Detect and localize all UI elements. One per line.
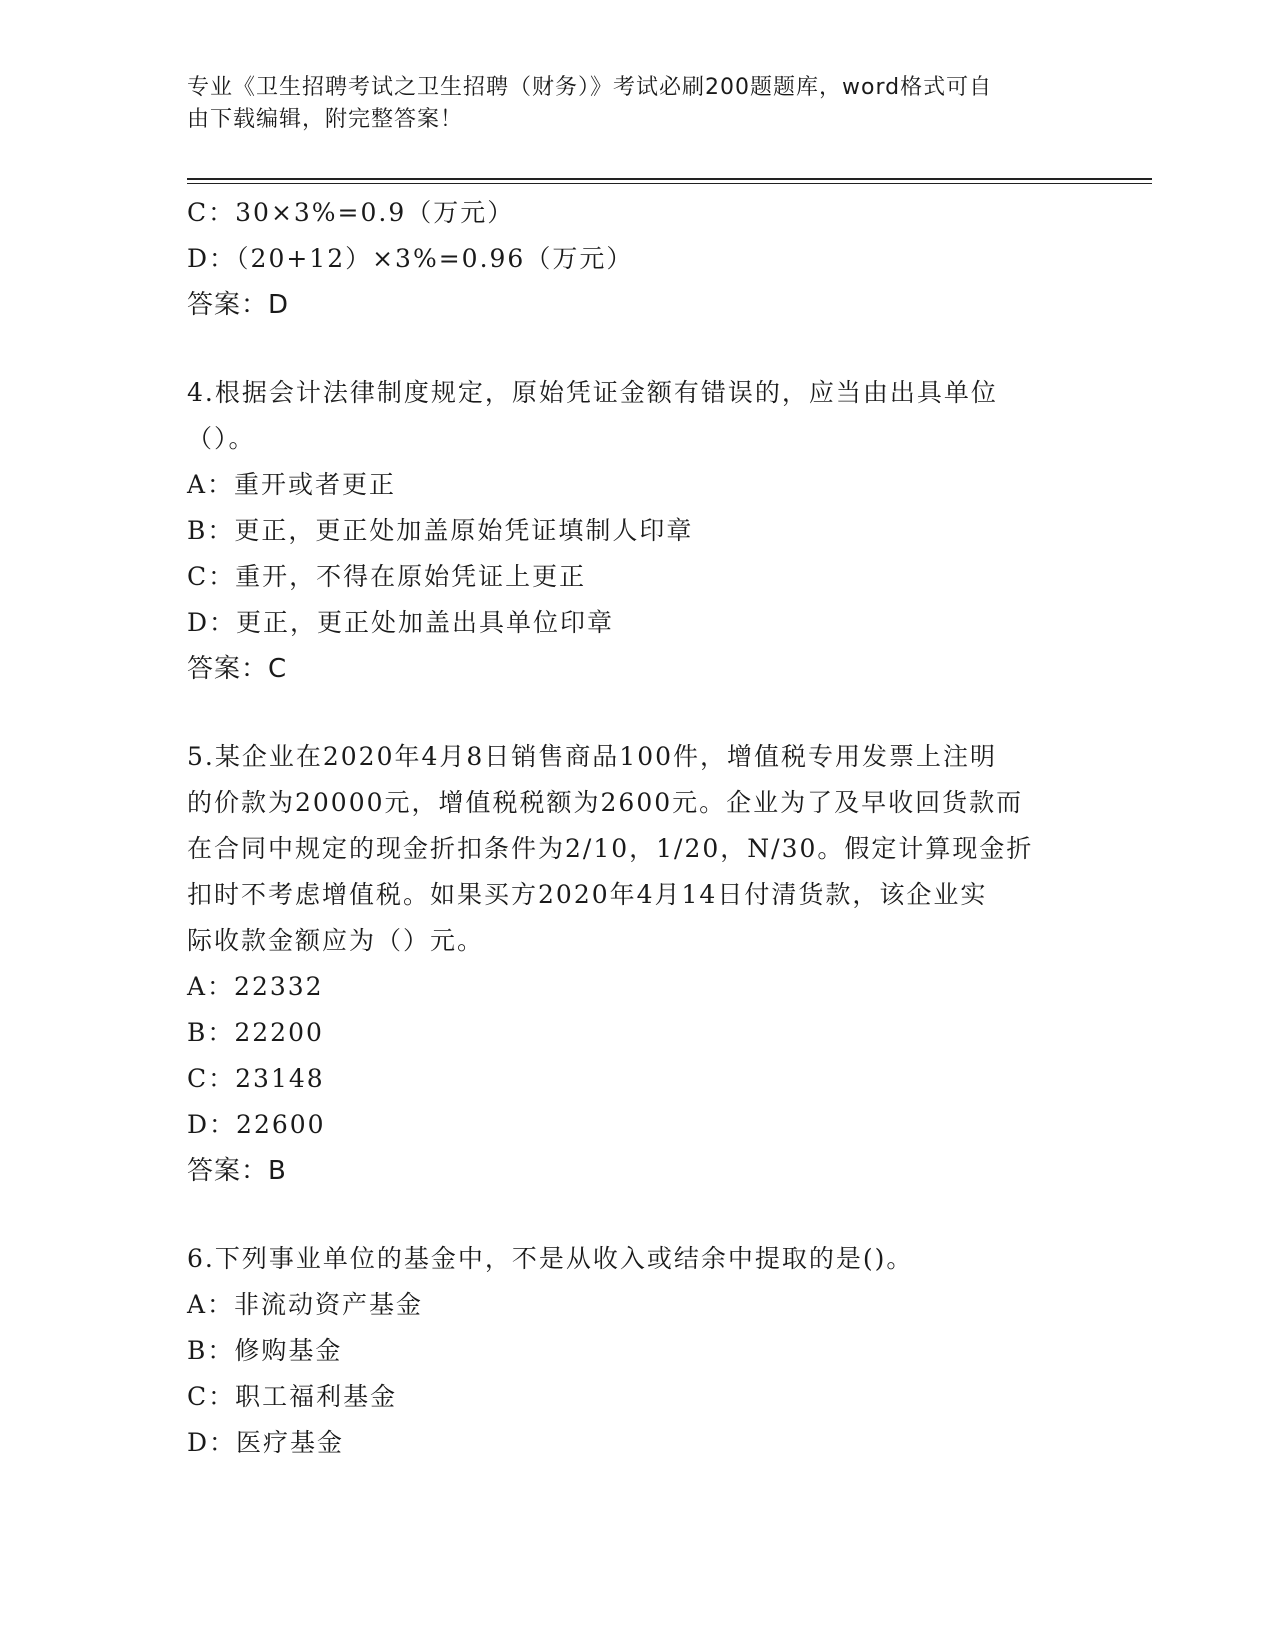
question-4 <box>187 370 1067 692</box>
header-rule-thick <box>187 178 1152 180</box>
document-header <box>187 72 1067 136</box>
q4-option-a: A：重开或者更正 <box>187 470 397 499</box>
q6-option-b: B：修购基金 <box>187 1336 343 1365</box>
q6-option-a: A：非流动资产基金 <box>187 1290 424 1319</box>
question-spacer <box>187 1194 1067 1236</box>
q4-stem-line-1: 4.根据会计法律制度规定，原始凭证金额有错误的，应当由出具单位 <box>187 378 998 407</box>
q4-stem-line-2: （）。 <box>187 424 256 453</box>
q5-stem-line-2: 的价款为20000元，增值税税额为2600元。企业为了及早收回货款而 <box>187 788 1024 817</box>
q3-answer: 答案：D <box>187 290 290 320</box>
header-line-1: 专业《卫生招聘考试之卫生招聘（财务）》考试必刷200题题库，word格式可自 <box>187 75 993 100</box>
question-spacer <box>187 328 1067 370</box>
header-rule-thin <box>187 183 1152 184</box>
q4-option-c: C：重开，不得在原始凭证上更正 <box>187 562 587 591</box>
q5-option-d: D：22600 <box>187 1110 326 1139</box>
q5-option-a: A：22332 <box>187 972 324 1001</box>
q6-option-d: D：医疗基金 <box>187 1428 345 1457</box>
q4-option-d: D：更正，更正处加盖出具单位印章 <box>187 608 615 637</box>
q5-stem-line-3: 在合同中规定的现金折扣条件为2/10，1/20，N/30。假定计算现金折 <box>187 834 1034 863</box>
question-content <box>187 190 1067 1466</box>
question-6 <box>187 1236 1067 1466</box>
q5-stem-line-5: 际收款金额应为（）元。 <box>187 926 485 955</box>
question-5 <box>187 734 1067 1194</box>
q6-stem-line-1: 6.下列事业单位的基金中，不是从收入或结余中提取的是()。 <box>187 1244 914 1273</box>
q5-answer: 答案：B <box>187 1156 287 1186</box>
q4-option-b: B：更正，更正处加盖原始凭证填制人印章 <box>187 516 694 545</box>
q4-answer: 答案：C <box>187 654 288 684</box>
q5-stem-line-4: 扣时不考虑增值税。如果买方2020年4月14日付清货款，该企业实 <box>187 880 988 909</box>
q6-option-c: C：职工福利基金 <box>187 1382 398 1411</box>
q5-option-b: B：22200 <box>187 1018 324 1047</box>
q5-stem-line-1: 5.某企业在2020年4月8日销售商品100件，增值税专用发票上注明 <box>187 742 998 771</box>
question-spacer <box>187 692 1067 734</box>
question-3 <box>187 190 1067 328</box>
q3-option-c: C：30×3%=0.9（万元） <box>187 198 515 227</box>
q5-option-c: C：23148 <box>187 1064 325 1093</box>
header-line-2: 由下载编辑，附完整答案！ <box>187 107 464 132</box>
q3-option-d: D：（20+12）×3%=0.96（万元） <box>187 244 634 273</box>
